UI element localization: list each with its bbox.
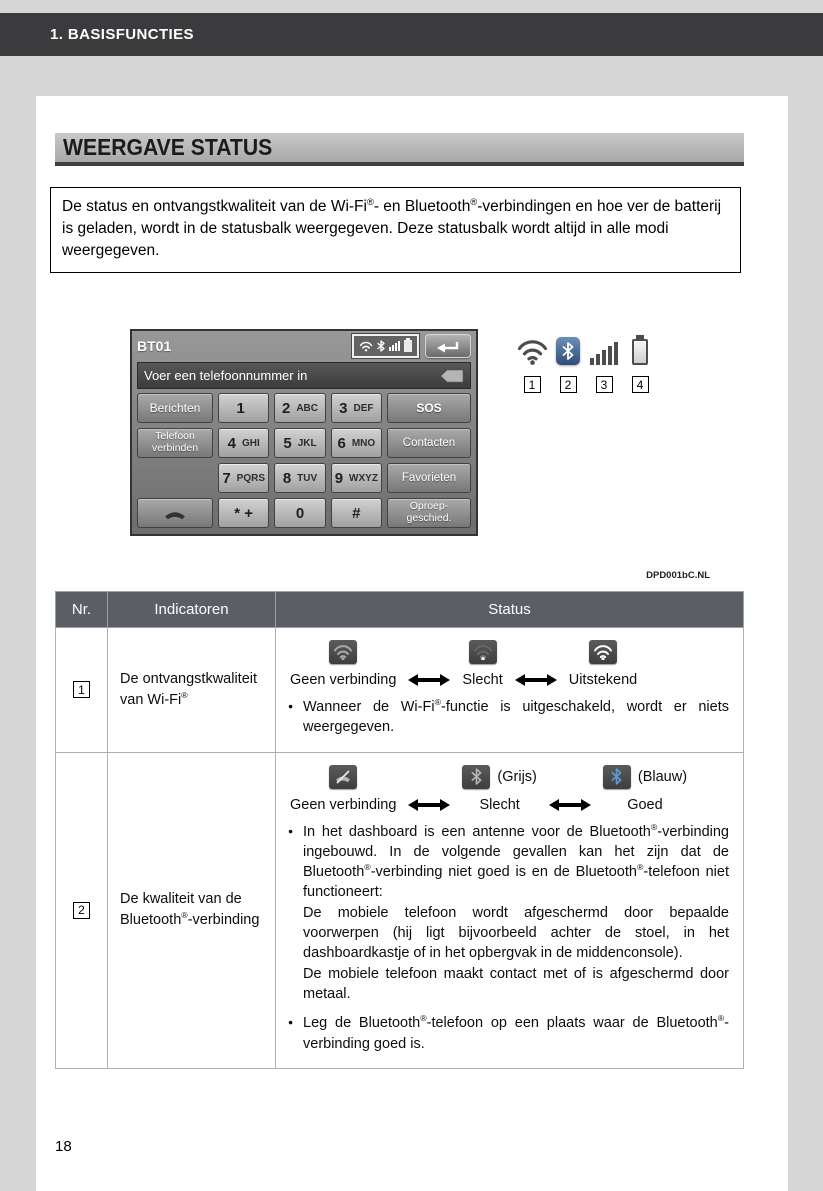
keypad-6: 6 MNO: [331, 428, 382, 458]
intro-text: De status en ontvangstkwaliteit van de Wi-Fi®- en Bluetooth®-verbindingen en hoe ver de batterij is geladen, wordt in de statusbalk weergegeven. Deze statusbalk wordt altijd in alle modi weergegeven.: [62, 196, 722, 259]
legend-numbers-row: [514, 376, 658, 393]
bullet-text: ● In het dashboard is een antenne voor de Bluetooth®-verbinding ingebouwd. In de volgende gevallen kan het zijn dat de Bluetooth®-verbinding niet goed is en de Bluetooth®-telefoon niet functioneert:: [303, 821, 729, 901]
status-table: [55, 591, 744, 1069]
signal-icon-column: [586, 342, 622, 365]
intro-box: [50, 187, 741, 273]
statusbar-highlight-box: [352, 334, 419, 358]
wifi-quality-scale: [290, 640, 729, 688]
bullet-list: [288, 822, 729, 1054]
section-title: WEERGAVE STATUS: [63, 134, 273, 160]
contacts-button: Contacten: [387, 428, 471, 458]
keypad-hash: #: [331, 498, 382, 528]
bt-no-connection-icon: [329, 765, 357, 789]
handset-icon: [163, 507, 187, 520]
connect-phone-button: Telefoon verbinden: [137, 428, 213, 458]
table-row-bluetooth: [56, 752, 744, 1068]
bullet-item: ● Wanneer de Wi-Fi®-functie is uitgeschakeld, wordt er niets weergegeven.: [288, 697, 729, 738]
phone-screen-illustration: [130, 329, 478, 536]
keypad-0: 0: [274, 498, 325, 528]
manual-page: [36, 96, 788, 1191]
wifi-icon: [359, 341, 373, 352]
keypad-2: 2 ABC: [274, 393, 325, 423]
indicator-text: De ontvangstkwaliteit van Wi-Fi®: [120, 670, 258, 708]
chapter-title: 1. BASISFUNCTIES: [50, 26, 194, 43]
double-arrow-icon: [408, 799, 450, 811]
backspace-icon: [440, 369, 464, 383]
scale-label-strong: Uitstekend: [568, 672, 638, 688]
double-arrow-icon: [549, 799, 591, 811]
legend-icons-row: [514, 331, 658, 365]
call-history-button: Oproep-geschied.: [387, 498, 471, 528]
figure-code: DPD001bC.NL: [646, 570, 710, 581]
status-cell: [276, 628, 744, 753]
bullet-continuation: De mobiele telefoon maakt contact met of is afgeschermd door metaal.: [303, 965, 729, 1002]
bullet-item: [288, 822, 729, 1005]
keypad-star: * +: [218, 498, 269, 528]
phone-number-field: [137, 362, 471, 389]
keypad-3: 3 DEF: [331, 393, 382, 423]
wifi-weak-icon: [469, 640, 497, 664]
return-arrow-icon: [436, 340, 460, 353]
bluetooth-icon: [377, 340, 385, 352]
bluetooth-icon-column: [550, 337, 586, 365]
col-header-status: Status: [276, 592, 744, 628]
double-arrow-icon: [515, 674, 557, 686]
favorites-button: Favorieten: [387, 463, 471, 493]
battery-icon: [404, 340, 412, 352]
legend-badge: 1: [524, 376, 541, 393]
scale-label-none: Geen verbinding: [290, 672, 397, 688]
legend-number-4: [622, 376, 658, 393]
wifi-strong-icon: [589, 640, 617, 664]
indicator-cell: [108, 628, 276, 753]
section-title-bar: [55, 133, 744, 166]
wifi-weak-cell: [469, 640, 497, 664]
signal-strength-icon: [389, 341, 400, 351]
sos-button: SOS: [387, 393, 471, 423]
battery-icon: [632, 339, 648, 365]
wifi-none-cell: [329, 640, 357, 664]
double-arrow-icon: [408, 674, 450, 686]
bluetooth-icon: [556, 337, 580, 365]
row-number-badge: 1: [73, 681, 90, 698]
col-header-nr: Nr.: [56, 592, 108, 628]
row-number-cell: [56, 628, 108, 753]
row-number-cell: [56, 752, 108, 1068]
indicator-text: De kwaliteit van de Bluetooth®-verbinding: [120, 891, 260, 929]
device-name: BT01: [137, 338, 172, 354]
bt-blue-icon: [603, 765, 631, 789]
legend-number-1: [514, 376, 550, 393]
hang-up-button: [137, 498, 213, 528]
scale-label-none: Geen verbinding: [290, 796, 397, 813]
bt-none-cell: [329, 765, 357, 789]
legend-number-3: [586, 376, 622, 393]
page-number: 18: [55, 1138, 72, 1155]
bullet-item: ● Leg de Bluetooth®-telefoon op een plaats waar de Bluetooth®-verbinding goed is.: [288, 1013, 729, 1054]
wifi-strong-cell: [589, 640, 617, 664]
statusbar-legend: [514, 331, 658, 393]
messages-button: Berichten: [137, 393, 213, 423]
chapter-header-band: [0, 13, 823, 56]
keypad-4: 4 GHI: [218, 428, 269, 458]
bullet-continuation: De mobiele telefoon wordt afgeschermd door bepaalde voorwerpen (hij ligt bijvoorbeeld achter de stoel, in het dashboardkastje of in het opbergvak in de middenconsole).: [303, 904, 729, 962]
back-button: [425, 334, 471, 358]
legend-badge: 2: [560, 376, 577, 393]
bt-blue-cell: [603, 765, 687, 789]
bullet-list: [288, 697, 729, 738]
signal-strength-icon: [590, 342, 618, 365]
keypad-7: 7 PQRS: [218, 463, 269, 493]
indicator-cell: [108, 752, 276, 1068]
col-header-indicatoren: Indicatoren: [108, 592, 276, 628]
legend-badge: 4: [632, 376, 649, 393]
scale-label-weak: Slecht: [462, 672, 503, 688]
status-cell: [276, 752, 744, 1068]
bt-grey-cell: [462, 765, 536, 789]
keypad-8: 8 TUV: [274, 463, 325, 493]
legend-number-2: [550, 376, 586, 393]
scale-label-good: Goed: [627, 796, 663, 813]
bt-grey-icon: [462, 765, 490, 789]
keypad-5: 5 JKL: [274, 428, 325, 458]
bluetooth-quality-scale: [290, 765, 729, 813]
table-row-wifi: [56, 628, 744, 753]
legend-badge: 3: [596, 376, 613, 393]
keypad-9: 9 WXYZ: [331, 463, 382, 493]
keypad-1: 1: [218, 393, 269, 423]
phone-top-bar: [132, 331, 476, 361]
row-number-badge: 2: [73, 902, 90, 919]
phone-keypad-area: [132, 393, 476, 534]
phone-number-input: Voer een telefoonnummer in: [144, 368, 308, 383]
bt-blue-label: (Blauw): [637, 768, 688, 785]
wifi-icon: [514, 339, 550, 365]
status-figure: [36, 329, 788, 536]
scale-label-weak: Slecht: [479, 796, 520, 813]
battery-icon-column: [622, 339, 658, 365]
table-header-row: [56, 592, 744, 628]
bt-grey-label: (Grijs): [497, 768, 537, 785]
wifi-no-connection-icon: [329, 640, 357, 664]
